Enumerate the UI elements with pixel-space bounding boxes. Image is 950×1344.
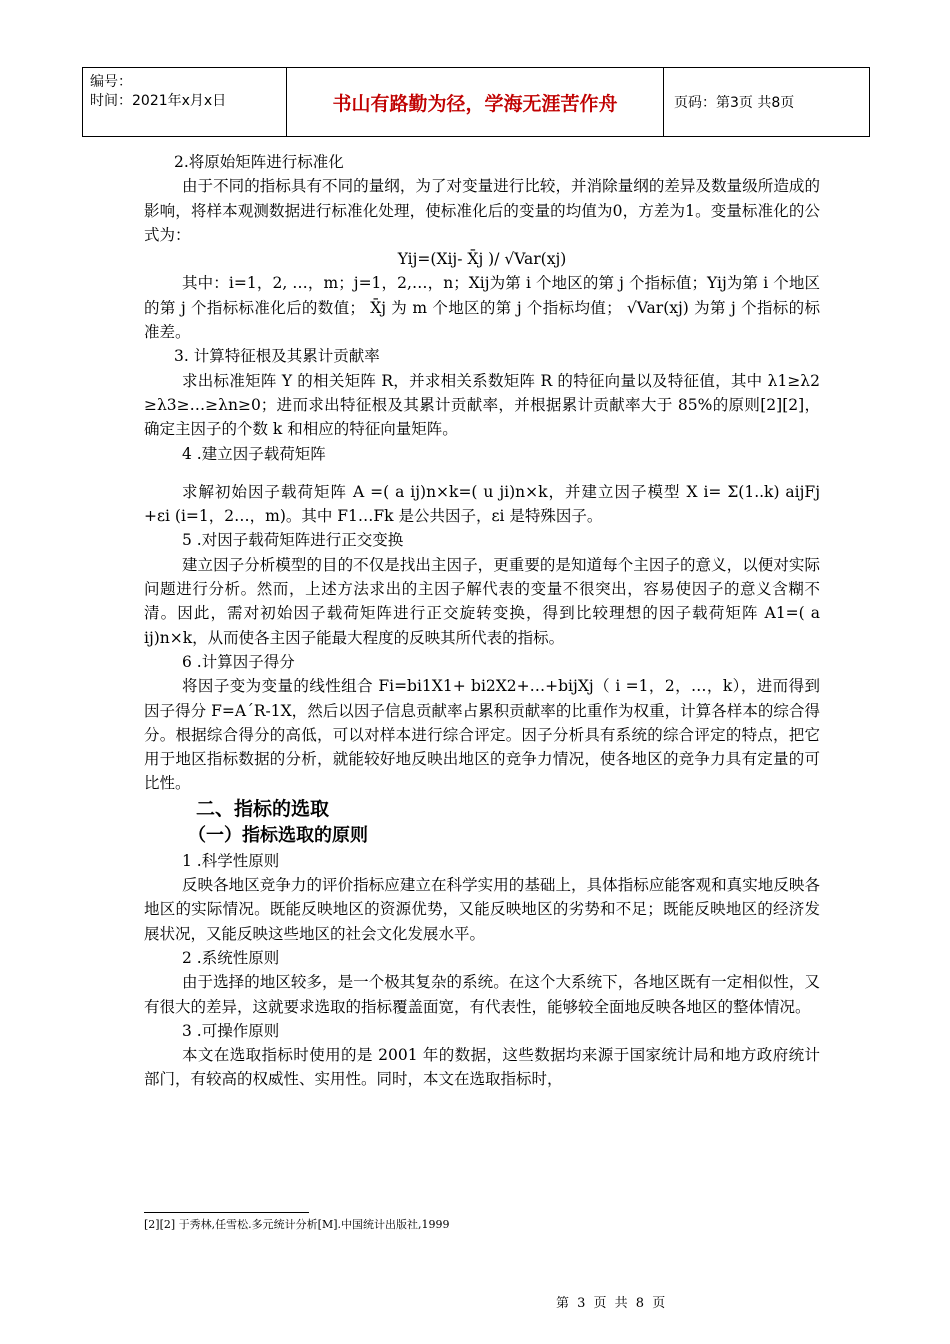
principle-title: 1 .科学性原则 [182, 851, 280, 870]
paragraph: 求出标准矩阵 Y 的相关矩阵 R，并求相关系数矩阵 R 的特征向量以及特征值，其中 λ1≥λ2 ≥λ3≥…≥λn≥0；进而求出特征根及其累计贡献率，并根据累计贡献率大于 85%的原则[2][2]，确定主因子的个数 k 和相应的特征向量矩阵。 [144, 371, 820, 439]
header-meta [83, 68, 287, 136]
paragraph: 建立因子分析模型的目的不仅是找出主因子，更重要的是知道每个主因子的意义，以便对实际问题进行分析。然而，上述方法求出的主因子解代表的变量不很突出，容易使因子的意义含糊不清。因此，需对初始因子载荷矩阵进行正交旋转变换，得到比较理想的因子载荷矩阵 A1=( a ij)n×k，从而使各主因子能最大程度的反映其所代表的指标。 [144, 555, 820, 647]
paragraph: 由于选择的地区较多，是一个极其复杂的系统。在这个大系统下，各地区既有一定相似性，又有很大的差异，这就要求选取的指标覆盖面宽，有代表性，能够较全面地反映各地区的整体情况。 [144, 973, 820, 1016]
page-number: 第 3 页 共 8 页 [556, 1296, 666, 1311]
footnote: [2][2] 于秀林,任雪松.多元统计分析[M].中国统计出版社,1999 [144, 1218, 450, 1231]
time-label: 时间：2021年x月x日 [90, 93, 227, 109]
section-title: 6 .计算因子得分 [182, 652, 295, 671]
paragraph: 其中：i=1，2, …，m；j=1，2,…，n；Xij为第 i 个地区的第 j 个指标值；Yij为第 i 个地区的第 j 个指标标准化后的数值； X̄j 为 m 个地区的第 j 个指标均值； √Var(xj) 为第 j 个指标的标准差。 [144, 274, 820, 342]
formula: Yij=(Xij- X̄j )/ √Var(xj) [397, 250, 567, 269]
paragraph: 由于不同的指标具有不同的量纲，为了对变量进行比较，并消除量纲的差异及数量级所造成的影响，将样本观测数据进行标准化处理，使标准化后的变量的均值为0，方差为1。变量标准化的公式为： [144, 177, 820, 244]
footnote-rule [144, 1212, 309, 1213]
number-label: 编号： [90, 74, 132, 90]
document-body [144, 150, 820, 1092]
heading-part2: 二、指标的选取 [196, 797, 330, 820]
paragraph: 将因子变为变量的线性组合 Fi=bi1X1+ bi2X2+…+bijXj（ i =1，2，…，k），进而得到因子得分 F=A´R-1X，然后以因子信息贡献率占累积贡献率的比重作为权重，计算各样本的综合得分。根据综合得分的高低，可以对样本进行综合评定。因子分析具有系统的综合评定的特点，把它用于地区指标数据的分析，就能较好地反映出地区的竞争力情况，使各地区的竞争力具有定量的可比性。 [144, 677, 820, 793]
paragraph: 求解初始因子载荷矩阵 A =( a ij)n×k=( u ji)n×k，并建立因子模型 X i= Σ(1..k) aijFj +εi (i=1，2…，m)。其中 F1…Fk 是公共因子，εi 是特殊因子。 [144, 482, 820, 526]
document-header [82, 67, 870, 137]
section-title: 3. 计算特征根及其累计贡献率 [174, 347, 380, 366]
section-title: 2.将原始矩阵进行标准化 [174, 153, 344, 171]
header-motto: 书山有路勤为径，学海无涯苦作舟 [287, 68, 664, 136]
paragraph: 本文在选取指标时使用的是 2001 年的数据，这些数据均来源于国家统计局和地方政府统计部门，有较高的权威性、实用性。同时，本文在选取指标时， [144, 1046, 820, 1089]
heading-sub1: （一）指标选取的原则 [188, 824, 368, 846]
principle-title: 2 .系统性原则 [182, 948, 280, 967]
principle-title: 3 .可操作原则 [182, 1021, 280, 1040]
section-title: 5 .对因子载荷矩阵进行正交变换 [182, 531, 404, 550]
paragraph: 反映各地区竞争力的评价指标应建立在科学实用的基础上，具体指标应能客观和真实地反映各地区的实际情况。既能反映地区的资源优势，又能反映地区的劣势和不足；既能反映地区的经济发展状况，又能反映这些地区的社会文化发展水平。 [144, 876, 820, 943]
header-page-label: 页码：第3页 共8页 [674, 95, 795, 111]
section-title: 4 .建立因子载荷矩阵 [182, 444, 326, 463]
